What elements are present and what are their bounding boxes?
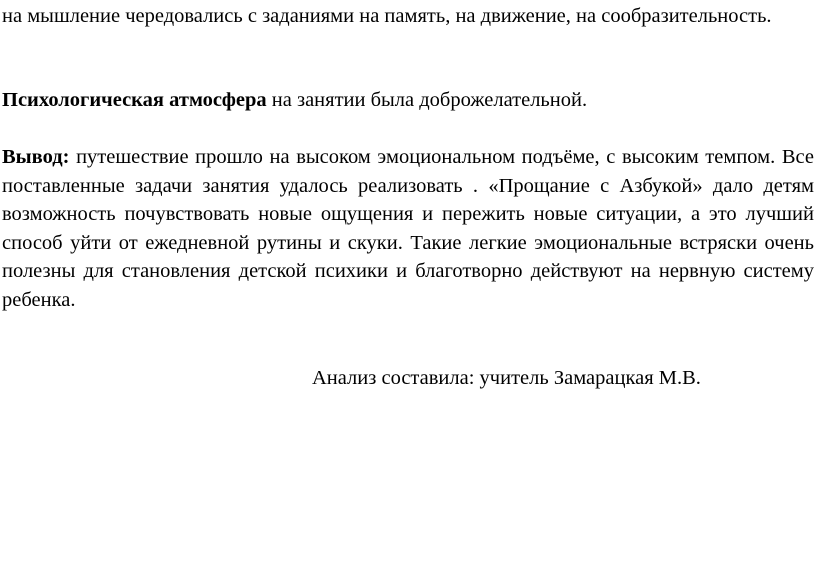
paragraph-psychological-atmosphere [2,86,814,115]
paragraph-bold-lead: Вывод: [2,146,70,168]
paragraph-bold-lead: Психологическая атмосфера [2,89,267,111]
paragraph-text: на мышление чередовались с заданиями на память, на движение, на сообразительность. [2,5,772,27]
author-signature-line: Анализ составила: учитель Замарацкая М.В. [312,367,701,389]
paragraph-conclusion [2,143,814,314]
paragraph-text: путешествие прошло на высоком эмоциональном подъёме, с высоким темпом. Все поставленные задачи занятия удалось реализовать . «Прощание с Азбукой» дало детям возможность почувствовать новые ощущения и пережить новые ситуации, а это лучший способ уйти от ежедневной рутины и скуки. Такие легкие эмоциональные встряски очень полезны для становления детской психики и благотворно действуют на нервную систему ребенка. [2,146,814,311]
paragraph-text: на занятии была доброжелательной. [266,89,588,111]
paragraph-thinking-tasks [2,2,814,31]
